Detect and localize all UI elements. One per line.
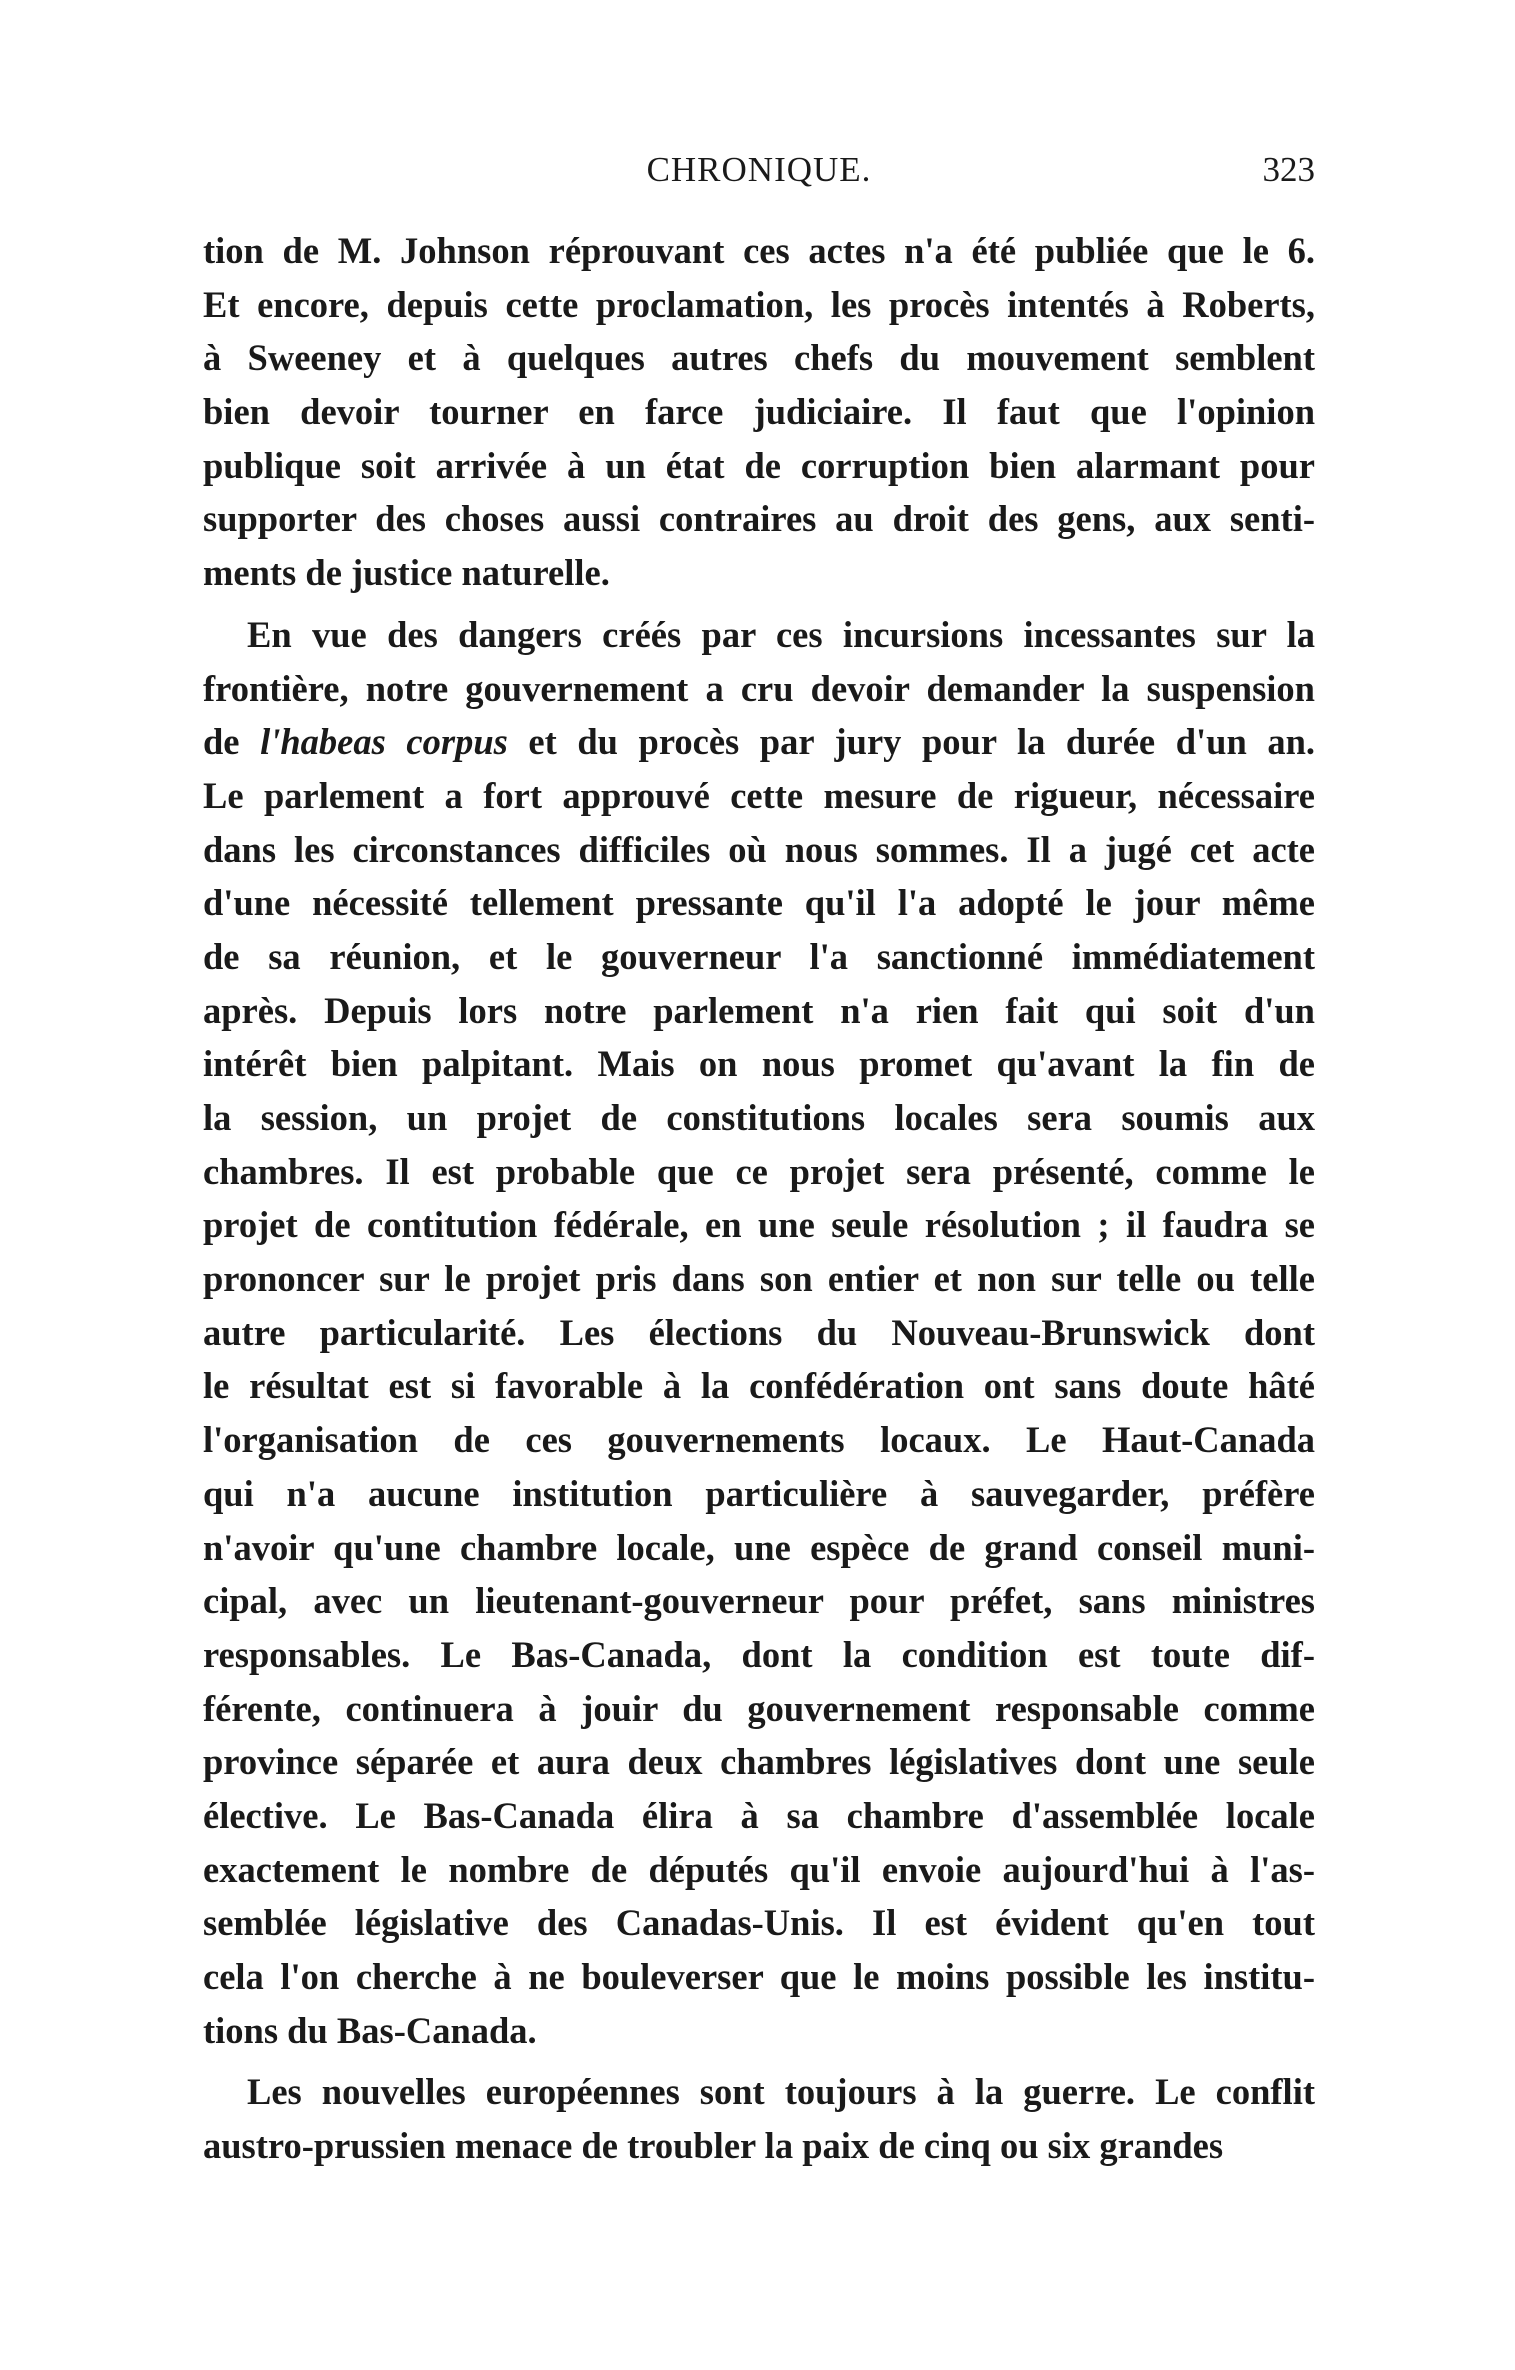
text-line: Et encore, depuis cette proclamation, les procès intentés à Roberts, <box>203 283 1315 325</box>
text-line: n'avoir qu'une chambre locale, une espèce de grand conseil muni- <box>203 1526 1315 1568</box>
text-line: autre particularité. Les élections du Nouveau-Brunswick dont <box>203 1311 1315 1353</box>
text-line: publique soit arrivée à un état de corruption bien alarmant pour <box>203 444 1315 486</box>
paragraph <box>203 608 1315 2058</box>
text-line: intérêt bien palpitant. Mais on nous promet qu'avant la fin de <box>203 1043 1315 1085</box>
text-line: responsables. Le Bas-Canada, dont la condition est toute dif- <box>203 1633 1315 1675</box>
text-line: d'une nécessité tellement pressante qu'il l'a adopté le jour même <box>203 882 1315 924</box>
text-line: semblée législative des Canadas-Unis. Il est évident qu'en tout <box>203 1902 1315 1944</box>
text-line: province séparée et aura deux chambres législatives dont une seule <box>203 1741 1315 1783</box>
text-line: à Sweeney et à quelques autres chefs du mouvement semblent <box>203 337 1315 379</box>
page-body <box>203 224 1315 2173</box>
text-line: ments de justice naturelle. <box>203 552 610 594</box>
text-line: cipal, avec un lieutenant-gouverneur pour préfet, sans ministres <box>203 1580 1315 1622</box>
text-line: prononcer sur le projet pris dans son entier et non sur telle ou telle <box>203 1258 1315 1300</box>
text-line: cela l'on cherche à ne bouleverser que le moins possible les institu- <box>203 1956 1315 1997</box>
text-line: le résultat est si favorable à la confédération ont sans doute hâté <box>203 1365 1315 1407</box>
page-header <box>203 150 1315 200</box>
italic-term: l'habeas corpus <box>260 721 508 763</box>
text-line: de l'habeas corpus et du procès par jury pour la durée d'un an. <box>203 721 1316 763</box>
text-line: après. Depuis lors notre parlement n'a rien fait qui soit d'un <box>203 989 1315 1031</box>
page-number: 323 <box>1262 150 1315 189</box>
text-line: bien devoir tourner en farce judiciaire. Il faut que l'opinion <box>203 391 1315 433</box>
text-line: austro-prussien menace de troubler la paix de cinq ou six grandes <box>203 2125 1224 2167</box>
text-line: En vue des dangers créés par ces incursions incessantes sur la <box>247 613 1315 655</box>
text-line: chambres. Il est probable que ce projet sera présenté, comme le <box>203 1150 1315 1192</box>
text-line: la session, un projet de constitutions locales sera soumis aux <box>203 1097 1315 1138</box>
paragraph <box>203 2065 1315 2172</box>
text-line: Le parlement a fort approuvé cette mesure de rigueur, nécessaire <box>203 774 1315 816</box>
text-line: exactement le nombre de députés qu'il envoie aujourd'hui à l'as- <box>203 1848 1315 1890</box>
running-title: CHRONIQUE. <box>646 150 872 189</box>
text-line: élective. Le Bas-Canada élira à sa chambre d'assemblée locale <box>203 1794 1315 1836</box>
text-line: tion de M. Johnson réprouvant ces actes n'a été publiée que le 6. <box>203 230 1315 271</box>
text-line: tions du Bas-Canada. <box>203 2009 537 2051</box>
paragraph <box>203 224 1315 600</box>
text-line: supporter des choses aussi contraires au droit des gens, aux senti- <box>203 498 1315 540</box>
text-line: l'organisation de ces gouvernements locaux. Le Haut-Canada <box>203 1419 1315 1461</box>
text-line: Les nouvelles européennes sont toujours à la guerre. Le conflit <box>247 2071 1315 2113</box>
text-line: de sa réunion, et le gouverneur l'a sanctionné immédiatement <box>203 935 1315 977</box>
text-line: frontière, notre gouvernement a cru devoir demander la suspension <box>203 667 1315 709</box>
text-line: projet de contitution fédérale, en une seule résolution ; il faudra se <box>203 1204 1315 1246</box>
text-line: dans les circonstances difficiles où nous sommes. Il a jugé cet acte <box>203 828 1315 870</box>
text-line: férente, continuera à jouir du gouvernement responsable comme <box>203 1687 1315 1729</box>
text-line: qui n'a aucune institution particulière à sauvegarder, préfère <box>203 1472 1315 1514</box>
